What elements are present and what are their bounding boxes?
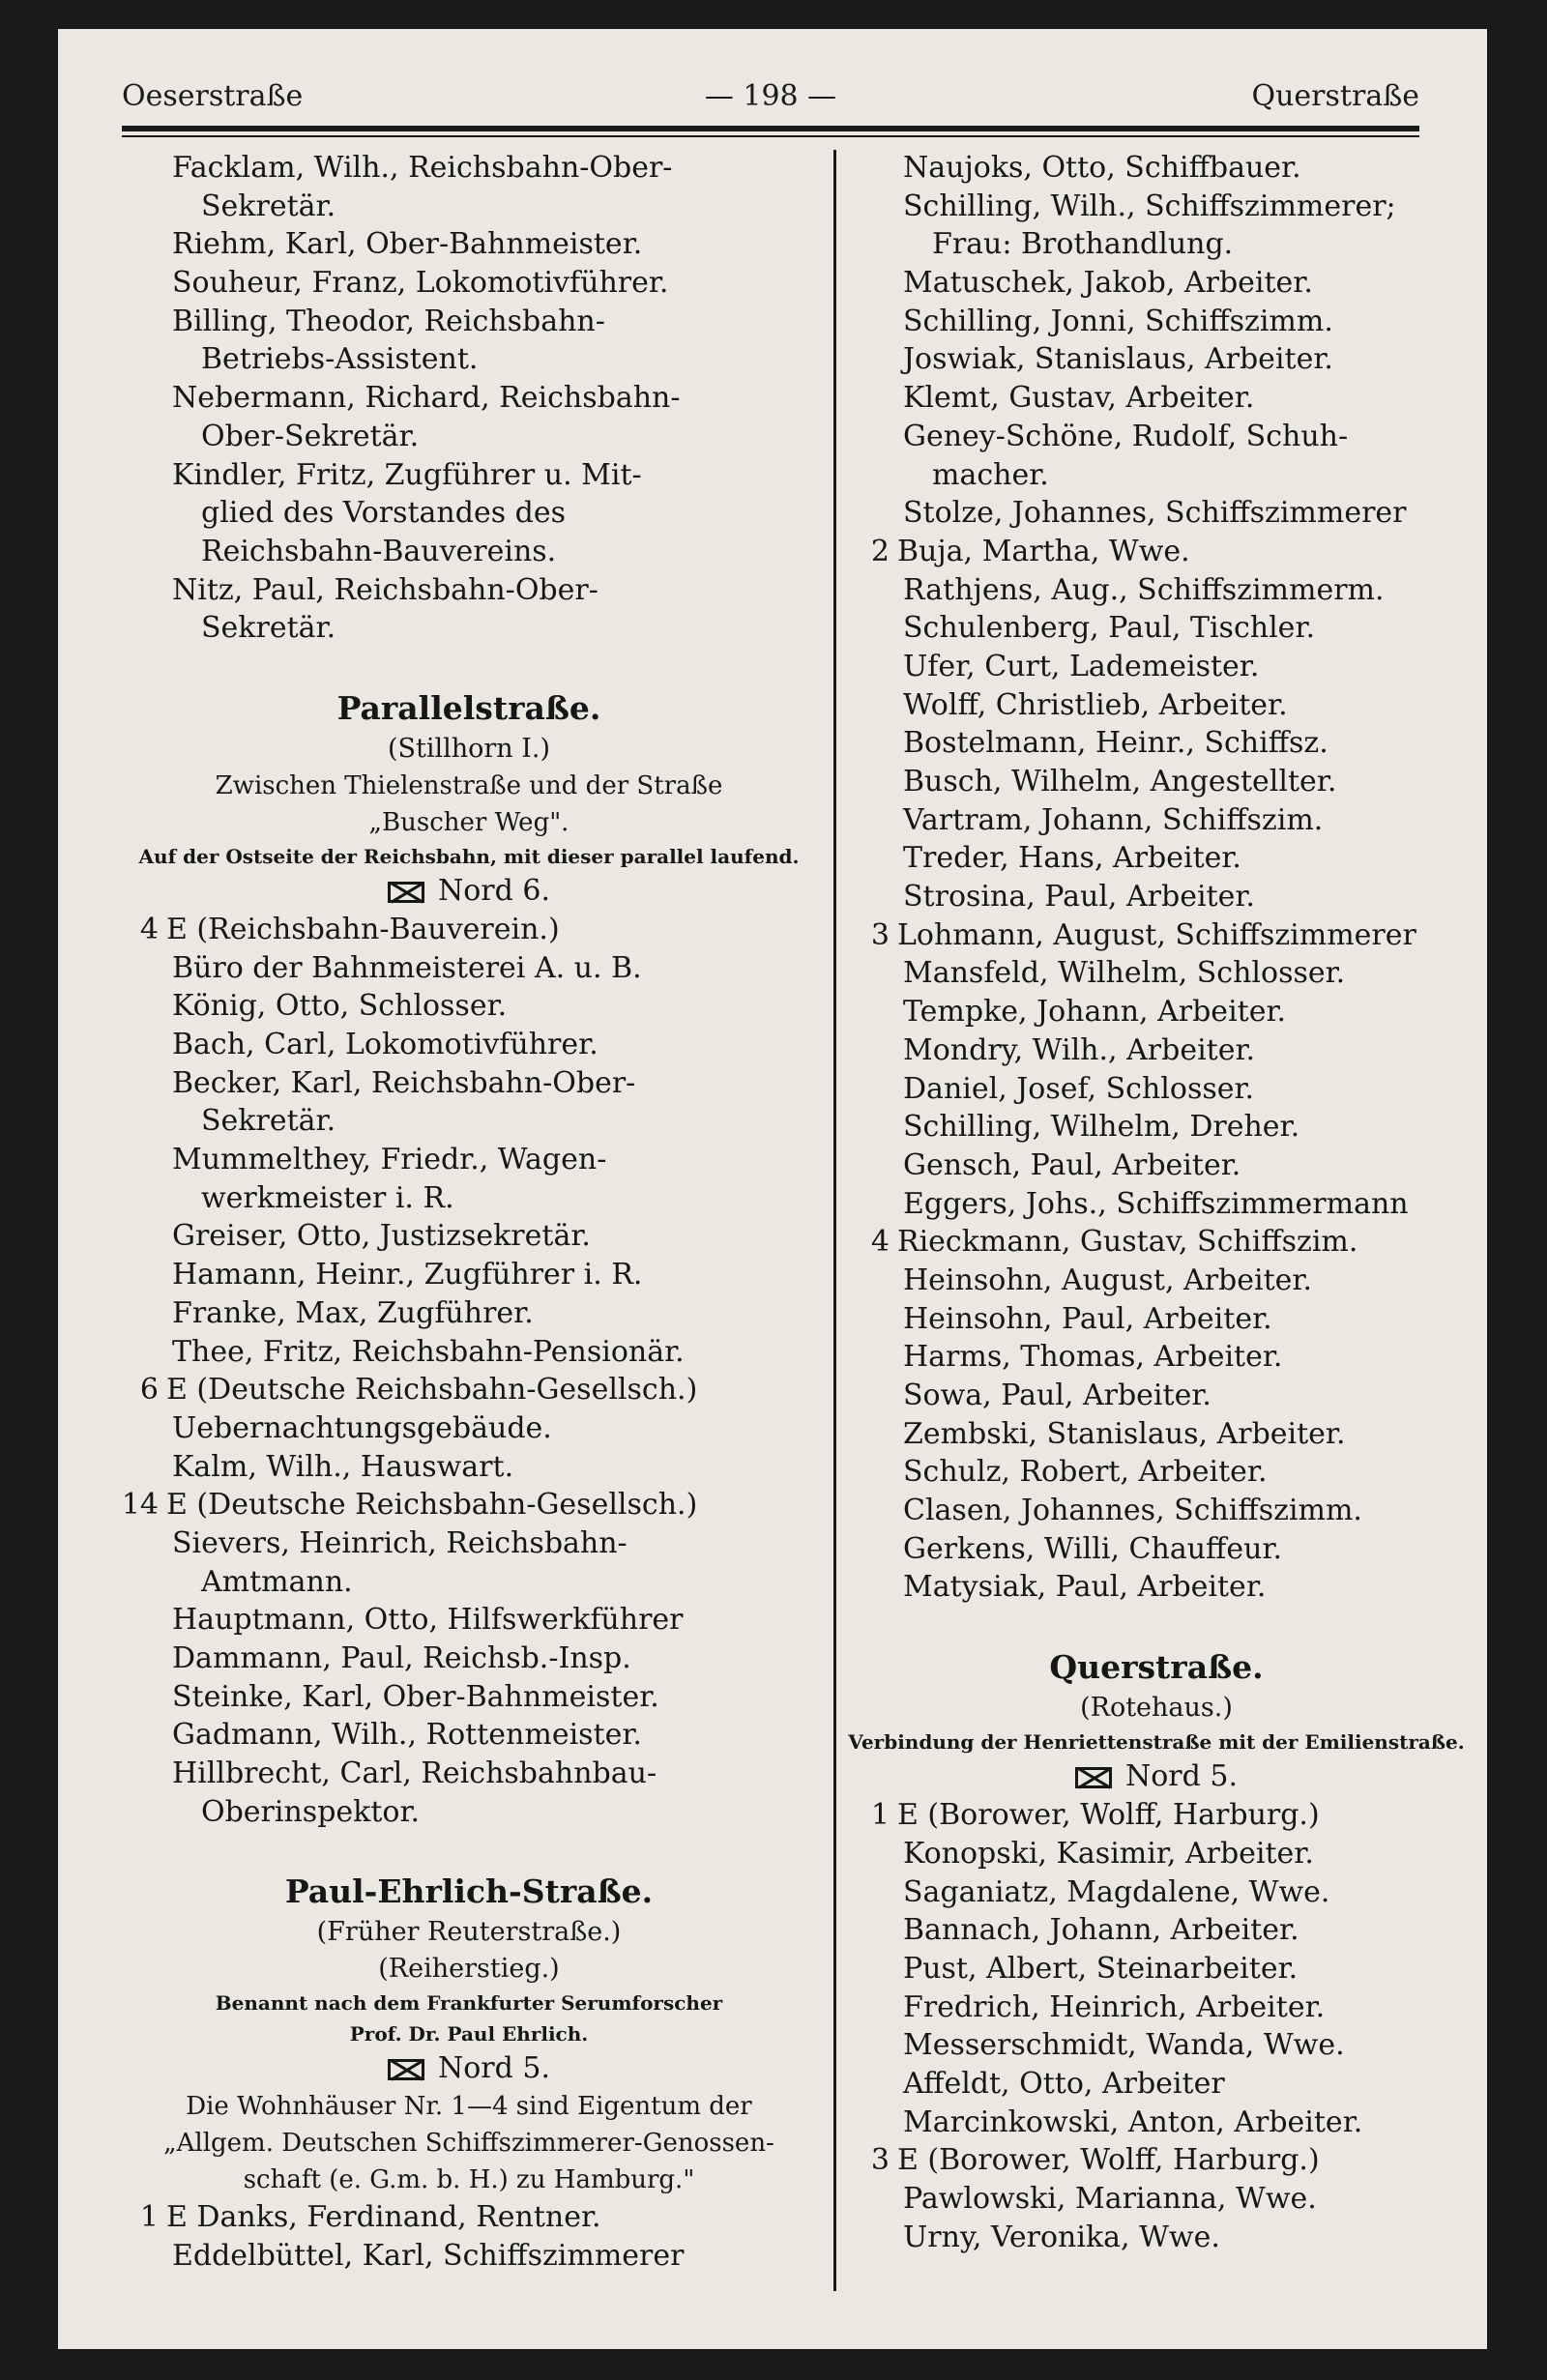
entry-text: Pust, Albert, Steinarbeiter. [903, 1951, 1299, 1986]
postal-district-label: Nord 6. [437, 873, 550, 908]
page-header [122, 79, 1419, 126]
entry-text: Ufer, Curt, Lademeister. [903, 649, 1260, 683]
directory-entry [847, 1911, 1466, 1950]
directory-entry [116, 1294, 822, 1333]
directory-entry [847, 1031, 1466, 1070]
house-number: 2 [870, 534, 890, 568]
entry-text: Mondry, Wilh., Arbeiter. [903, 1032, 1256, 1067]
directory-entry [847, 418, 1466, 456]
directory-entry [116, 1486, 822, 1524]
street-note: Verbindung der Henriettenstraße mit der Emilienstraße. [848, 1730, 1465, 1755]
directory-entry [116, 533, 822, 571]
directory-entry [116, 225, 822, 264]
header-rule-thick [122, 126, 1419, 131]
directory-entry [847, 2104, 1466, 2142]
directory-entry [847, 878, 1466, 916]
right-column [847, 149, 1466, 2256]
directory-entry [847, 686, 1466, 725]
directory-entry [847, 1530, 1466, 1569]
entry-text: Schilling, Wilh., Schiffszimmerer; [903, 189, 1396, 223]
directory-entry [847, 609, 1466, 648]
entry-text: Thee, Fritz, Reichsbahn-Pensionär. [172, 1334, 685, 1369]
directory-entry [116, 1333, 822, 1372]
entry-text: Pawlowski, Marianna, Wwe. [903, 2182, 1317, 2216]
entry-text: Clasen, Johannes, Schiffszimm. [903, 1494, 1362, 1528]
directory-entry [847, 1185, 1466, 1224]
directory-entry [847, 916, 1466, 955]
directory-entry [847, 2219, 1466, 2257]
entry-text: Naujoks, Otto, Schiffbauer. [903, 151, 1301, 185]
house-number: 14 [121, 1488, 159, 1523]
directory-entry [116, 303, 822, 341]
entry-text: Mummelthey, Friedr., Wagen- [172, 1143, 607, 1177]
directory-entry [847, 1950, 1466, 1988]
header-left-street: Oeserstraße [122, 79, 304, 113]
directory-entry [847, 1568, 1466, 1607]
entry-text: Rieckmann, Gustav, Schiffszim. [897, 1225, 1358, 1260]
directory-entry [847, 188, 1466, 226]
directory-entry [847, 303, 1466, 341]
entry-text: König, Otto, Schlosser. [172, 989, 508, 1024]
street-note: Benannt nach dem Frankfurter Serumforscher [215, 1991, 723, 2016]
entry-text: Urny, Veronika, Wwe. [903, 2220, 1220, 2254]
entry-text: Sievers, Heinrich, Reichsbahn- [172, 1525, 628, 1560]
entry-text: E (Deutsche Reichsbahn-Gesellsch.) [166, 1488, 698, 1523]
house-number: 1 [139, 2200, 159, 2235]
left-column [116, 149, 822, 2276]
entry-text: Treder, Hans, Arbeiter. [903, 841, 1241, 876]
street-note: Auf der Ostseite der Reichsbahn, mit dieser parallel laufend. [138, 844, 800, 868]
house-number: 4 [139, 912, 159, 946]
directory-entry [847, 801, 1466, 840]
entry-text: Kindler, Fritz, Zugführer u. Mit- [172, 457, 642, 492]
column-divider [833, 150, 836, 2291]
left-top-entries [116, 149, 822, 648]
entry-text: Eddelbüttel, Karl, Schiffszimmerer [172, 2239, 685, 2274]
entry-text: Schilling, Wilhelm, Dreher. [903, 1110, 1300, 1145]
entry-text: Gadmann, Wilh., Rottenmeister. [172, 1718, 642, 1753]
entry-text: Souheur, Franz, Lokomotivführer. [172, 266, 669, 301]
entry-text: Ober-Sekretär. [201, 419, 420, 453]
directory-entry [116, 418, 822, 456]
directory-entry [847, 1835, 1466, 1873]
directory-entry [116, 1102, 822, 1141]
entry-text: Marcinkowski, Anton, Arbeiter. [903, 2104, 1363, 2139]
directory-entry [116, 571, 822, 610]
entry-text: Rathjens, Aug., Schiffszimmerm. [903, 572, 1385, 607]
directory-entry [116, 340, 822, 379]
entry-text: Zembski, Stanislaus, Arbeiter. [903, 1416, 1346, 1451]
directory-entry [847, 494, 1466, 533]
directory-entry [847, 1108, 1466, 1146]
directory-entry [116, 609, 822, 648]
directory-entry [116, 1448, 822, 1487]
directory-entry [116, 188, 822, 226]
directory-entry [116, 1409, 822, 1448]
entry-text: glied des Vorstandes des [201, 496, 566, 531]
directory-entry [116, 149, 822, 188]
entry-text: Vartram, Johann, Schiffszim. [903, 802, 1324, 837]
querstrasse-entries [847, 1796, 1466, 2256]
entry-text: Hillbrecht, Carl, Reichsbahnbau- [172, 1756, 657, 1791]
directory-entry [847, 1300, 1466, 1339]
directory-entry [847, 2141, 1466, 2180]
entry-text: Matysiak, Paul, Arbeiter. [903, 1570, 1267, 1605]
entry-text: Fredrich, Heinrich, Arbeiter. [903, 1989, 1326, 2024]
directory-entry [847, 1453, 1466, 1492]
directory-entry [847, 1492, 1466, 1530]
directory-entry [847, 2065, 1466, 2104]
entry-text: Bostelmann, Heinr., Schiffsz. [903, 726, 1328, 761]
directory-entry [116, 949, 822, 988]
directory-entry [847, 763, 1466, 801]
entry-text: E Danks, Ferdinand, Rentner. [166, 2200, 601, 2235]
directory-entry [847, 1415, 1466, 1454]
postal-district [847, 1757, 1466, 1796]
entry-text: Uebernachtungsgebäude. [172, 1410, 552, 1445]
directory-entry [116, 2198, 822, 2237]
entry-text: macher. [932, 457, 1049, 492]
directory-entry [116, 264, 822, 303]
entry-text: Greiser, Otto, Justizsekretär. [172, 1219, 591, 1254]
house-number: 1 [870, 1798, 890, 1833]
directory-entry [847, 1873, 1466, 1912]
directory-entry [847, 1223, 1466, 1262]
street-description: „Buscher Weg". [368, 807, 569, 837]
postal-district-label: Nord 5. [1124, 1759, 1238, 1794]
directory-entry [116, 1026, 822, 1064]
entry-text: Sekretär. [201, 611, 336, 646]
directory-entry [116, 1678, 822, 1717]
entry-text: Schulenberg, Paul, Tischler. [903, 611, 1316, 646]
directory-entry [847, 1146, 1466, 1185]
entry-text: Oberinspektor. [201, 1794, 421, 1829]
postal-district-label: Nord 5. [437, 2051, 550, 2086]
directory-entry [847, 839, 1466, 878]
directory-page [58, 29, 1487, 2349]
entry-text: Heinsohn, Paul, Arbeiter. [903, 1301, 1272, 1336]
directory-entry [847, 1377, 1466, 1415]
street-note: Prof. Dr. Paul Ehrlich. [349, 2022, 589, 2046]
entry-text: Sekretär. [201, 189, 336, 223]
entry-text: Betriebs-Assistent. [201, 342, 479, 377]
entry-text: Amtmann. [201, 1564, 353, 1599]
street-heading-parallelstrasse: Parallelstraße. [336, 688, 601, 727]
directory-entry [116, 1141, 822, 1179]
entry-text: Tempke, Johann, Arbeiter. [903, 995, 1287, 1030]
entry-text: Steinke, Karl, Ober-Bahnmeister. [172, 1679, 659, 1714]
entry-text: Wolff, Christlieb, Arbeiter. [903, 687, 1288, 722]
entry-text: Hauptmann, Otto, Hilfswerkführer [172, 1603, 684, 1638]
house-number: 4 [870, 1225, 890, 1260]
header-right-street: Querstraße [1251, 79, 1419, 113]
directory-entry [847, 149, 1466, 188]
directory-entry [116, 1064, 822, 1103]
entry-text: Saganiatz, Magdalene, Wwe. [903, 1874, 1330, 1909]
entry-text: Sekretär. [201, 1104, 336, 1139]
directory-entry [116, 1563, 822, 1602]
directory-entry [847, 1796, 1466, 1835]
directory-entry [847, 340, 1466, 379]
directory-entry [847, 571, 1466, 610]
street-heading-querstrasse: Querstraße. [1049, 1648, 1264, 1687]
directory-entry [847, 225, 1466, 264]
entry-text: Konopski, Kasimir, Arbeiter. [903, 1836, 1314, 1871]
directory-entry [847, 379, 1466, 418]
directory-entry [847, 1988, 1466, 2027]
directory-entry [116, 1755, 822, 1793]
entry-text: Affeldt, Otto, Arbeiter [903, 2066, 1225, 2101]
directory-entry [847, 264, 1466, 303]
postal-district [116, 872, 822, 911]
entry-text: E (Reichsbahn-Bauverein.) [166, 912, 560, 946]
directory-entry [116, 1256, 822, 1294]
directory-entry [116, 2237, 822, 2276]
entry-text: Geney-Schöne, Rudolf, Schuh- [903, 419, 1349, 453]
postal-district [116, 2049, 822, 2088]
street-subtitle: (Früher Reuterstraße.) [316, 1917, 622, 1948]
directory-entry [847, 1338, 1466, 1377]
directory-entry [116, 1793, 822, 1832]
entry-text: Eggers, Johs., Schiffszimmermann [903, 1186, 1409, 1221]
directory-entry [116, 1371, 822, 1409]
entry-text: Riehm, Karl, Ober-Bahnmeister. [172, 227, 643, 262]
header-rule-thin [122, 135, 1419, 137]
entry-text: Schulz, Robert, Arbeiter. [903, 1455, 1268, 1490]
street-subtitle: (Stillhorn I.) [387, 733, 551, 764]
directory-entry [116, 1716, 822, 1755]
entry-text: Strosina, Paul, Arbeiter. [903, 880, 1255, 914]
street-subtitle: (Rotehaus.) [1080, 1693, 1233, 1724]
entry-text: Hamann, Heinr., Zugführer i. R. [172, 1258, 643, 1292]
entry-text: E (Deutsche Reichsbahn-Gesellsch.) [166, 1373, 698, 1408]
directory-entry [116, 1217, 822, 1256]
street-description: Zwischen Thielenstraße und der Straße [215, 770, 723, 800]
directory-entry [116, 987, 822, 1026]
entry-text: Matuschek, Jakob, Arbeiter. [903, 266, 1313, 301]
entry-text: Gensch, Paul, Arbeiter. [903, 1147, 1241, 1182]
directory-entry [847, 648, 1466, 686]
entry-text: Nitz, Paul, Reichsbahn-Ober- [172, 572, 598, 607]
directory-entry [116, 456, 822, 495]
entry-text: E (Borower, Wolff, Harburg.) [897, 2143, 1320, 2178]
entry-text: Lohmann, August, Schiffszimmerer [897, 917, 1416, 952]
right-top-entries [847, 149, 1466, 1607]
entry-text: Daniel, Josef, Schlosser. [903, 1071, 1255, 1106]
street-subtitle: (Reiherstieg.) [378, 1954, 560, 1985]
entry-text: Reichsbahn-Bauvereins. [201, 534, 557, 568]
entry-text: Busch, Wilhelm, Angestellter. [903, 765, 1337, 798]
directory-entry [847, 533, 1466, 571]
envelope-icon [388, 882, 424, 903]
directory-entry [116, 494, 822, 533]
ownership-note: Die Wohnhäuser Nr. 1—4 sind Eigentum der [186, 2092, 752, 2122]
entry-text: Buja, Martha, Wwe. [897, 534, 1190, 568]
directory-entry [847, 1262, 1466, 1300]
directory-entry [847, 724, 1466, 763]
street-heading-paul-ehrlich-strasse: Paul-Ehrlich-Straße. [284, 1872, 654, 1911]
entry-text: Stolze, Johannes, Schiffszimmerer [903, 496, 1407, 531]
entry-text: Joswiak, Stanislaus, Arbeiter. [903, 342, 1333, 377]
entry-text: Heinsohn, August, Arbeiter. [903, 1263, 1312, 1297]
parallelstrasse-entries [116, 911, 822, 1832]
ownership-note: „Allgem. Deutschen Schiffszimmerer-Genossen- [163, 2129, 774, 2159]
entry-text: werkmeister i. R. [201, 1180, 454, 1215]
entry-text: Bach, Carl, Lokomotivführer. [172, 1028, 598, 1061]
entry-text: Nebermann, Richard, Reichsbahn- [172, 381, 681, 416]
entry-text: Sowa, Paul, Arbeiter. [903, 1379, 1211, 1412]
house-number: 3 [870, 917, 890, 952]
entry-text: Franke, Max, Zugführer. [172, 1295, 534, 1330]
entry-text: Schilling, Jonni, Schiffszimm. [903, 304, 1333, 338]
entry-text: Becker, Karl, Reichsbahn-Ober- [172, 1065, 636, 1100]
entry-text: Büro der Bahnmeisterei A. u. B. [172, 950, 642, 985]
entry-text: Klemt, Gustav, Arbeiter. [903, 381, 1255, 416]
directory-entry [116, 1601, 822, 1640]
entry-text: Kalm, Wilh., Hauswart. [172, 1449, 514, 1484]
envelope-icon [1075, 1767, 1112, 1788]
ownership-note: schaft (e. G.m. b. H.) zu Hamburg." [243, 2165, 695, 2195]
envelope-icon [388, 2059, 424, 2080]
directory-entry [116, 1640, 822, 1678]
entry-text: Frau: Brothandlung. [932, 227, 1234, 262]
entry-text: Billing, Theodor, Reichsbahn- [172, 304, 605, 338]
entry-text: Mansfeld, Wilhelm, Schlosser. [903, 956, 1346, 991]
directory-entry [116, 1524, 822, 1563]
directory-entry [847, 456, 1466, 495]
entry-text: Dammann, Paul, Reichsb.-Insp. [172, 1641, 631, 1675]
entry-text: Gerkens, Willi, Chauffeur. [903, 1531, 1282, 1566]
entry-text: Bannach, Johann, Arbeiter. [903, 1913, 1299, 1948]
entry-text: E (Borower, Wolff, Harburg.) [897, 1798, 1320, 1833]
house-number: 3 [870, 2143, 890, 2178]
directory-entry [847, 954, 1466, 993]
house-number: 6 [139, 1373, 159, 1408]
entry-text: Messerschmidt, Wanda, Wwe. [903, 2028, 1345, 2063]
directory-entry [116, 1179, 822, 1218]
entry-text: Facklam, Wilh., Reichsbahn-Ober- [172, 151, 673, 185]
directory-entry [847, 1070, 1466, 1109]
directory-entry [847, 2180, 1466, 2219]
entry-text: Harms, Thomas, Arbeiter. [903, 1340, 1283, 1375]
directory-entry [116, 379, 822, 418]
directory-entry [847, 2026, 1466, 2065]
directory-entry [847, 993, 1466, 1031]
directory-entry [116, 911, 822, 949]
paul-ehrlich-strasse-entries [116, 2198, 822, 2275]
page-number: — 198 — [704, 79, 837, 113]
